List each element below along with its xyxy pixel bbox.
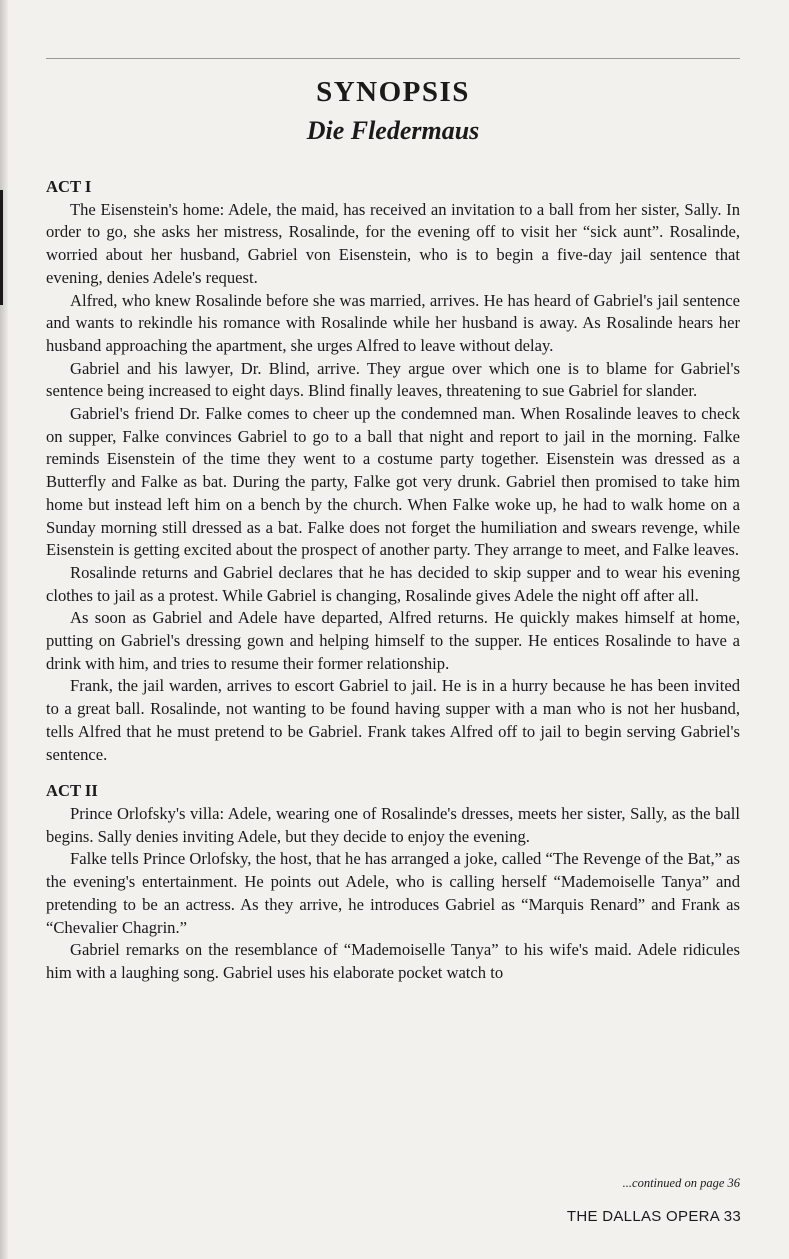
page-subtitle: Die Fledermaus xyxy=(306,116,480,145)
synopsis-body xyxy=(46,176,740,985)
publication-name: THE DALLAS OPERA xyxy=(566,1208,720,1225)
act-heading: ACT I xyxy=(46,177,92,196)
act-1 xyxy=(46,176,740,766)
page-spine-shadow xyxy=(0,0,8,1259)
top-rule xyxy=(46,58,740,59)
paragraph: Gabriel and his lawyer, Dr. Blind, arrive. They argue over which one is to blame for Gabriel's sentence being increased to eight days. Blind finally leaves, threatening to sue Gabriel for slander. xyxy=(46,358,740,401)
paragraph: Prince Orlofsky's villa: Adele, wearing one of Rosalinde's dresses, meets her sister, Sally, as the ball begins. Sally denies inviting Adele, but they decide to enjoy the evening. xyxy=(46,803,740,846)
paragraph: Frank, the jail warden, arrives to escort Gabriel to jail. He is in a hurry because he has been invited to a great ball. Rosalinde, not wanting to be found having supper with a man who is not her husband, tells Alfred that he must pretend to be Gabriel. Frank takes Alfred off to jail to begin serving Gabriel's sentence. xyxy=(46,676,740,764)
paragraph: The Eisenstein's home: Adele, the maid, has received an invitation to a ball from her sister, Sally. In order to go, she asks her mistress, Rosalinde, for the evening off to visit her “sick aunt”. Rosalinde, worried about her husband, Gabriel von Eisenstein, who is to begin a five-day jail sentence that evening, denies Adele's request. xyxy=(46,199,740,287)
paragraph: Falke tells Prince Orlofsky, the host, that he has arranged a joke, called “The Revenge of the Bat,” as the evening's entertainment. He points out Adele, who is calling herself “Mademoiselle Tanya” and pretending to be an actress. As they arrive, he introduces Gabriel as “Marquis Renard” and Frank as “Chevalier Chagrin.” xyxy=(46,849,740,937)
continued-note: ...continued on page 36 xyxy=(622,1176,740,1190)
page-title: SYNOPSIS xyxy=(316,76,470,108)
paragraph: Rosalinde returns and Gabriel declares that he has decided to skip supper and to wear his evening clothes to jail as a protest. While Gabriel is changing, Rosalinde gives Adele the night off after all. xyxy=(46,562,740,605)
page-number: 33 xyxy=(723,1208,741,1225)
paragraph: As soon as Gabriel and Adele have departed, Alfred returns. He quickly makes himself at home, putting on Gabriel's dressing gown and helping himself to the supper. He entices Rosalinde to have a drink with him, and tries to resume their former relationship. xyxy=(46,608,740,673)
page-footer xyxy=(567,1208,741,1225)
paragraph: Gabriel's friend Dr. Falke comes to cheer up the condemned man. When Rosalinde leaves to check on supper, Falke convinces Gabriel to go to a ball that night and report to jail in the morning. Falke reminds Eisenstein of the time they went to a costume party together. Eisenstein was dressed as a Butterfly and Falke as bat. During the party, Falke got very drunk. Gabriel then promised to take him home but instead left him on a bench by the church. When Falke woke up, he had to walk home on a Sunday morning still dressed as a bat. Falke does not forget the humiliation and swears revenge, while Eisenstein is getting excited about the prospect of another party. They arrange to meet, and Falke leaves. xyxy=(46,404,740,560)
binding-mark xyxy=(0,190,3,305)
act-heading: ACT II xyxy=(46,781,98,801)
paragraph: Gabriel remarks on the resemblance of “Mademoiselle Tanya” to his wife's maid. Adele ridicules him with a laughing song. Gabriel uses his elaborate pocket watch to xyxy=(46,940,740,982)
act-2 xyxy=(46,780,740,984)
paragraph: Alfred, who knew Rosalinde before she was married, arrives. He has heard of Gabriel's jail sentence and wants to rekindle his romance with Rosalinde while her husband is away. As Rosalinde hears her husband approaching the apartment, she urges Alfred to leave without delay. xyxy=(46,290,740,355)
